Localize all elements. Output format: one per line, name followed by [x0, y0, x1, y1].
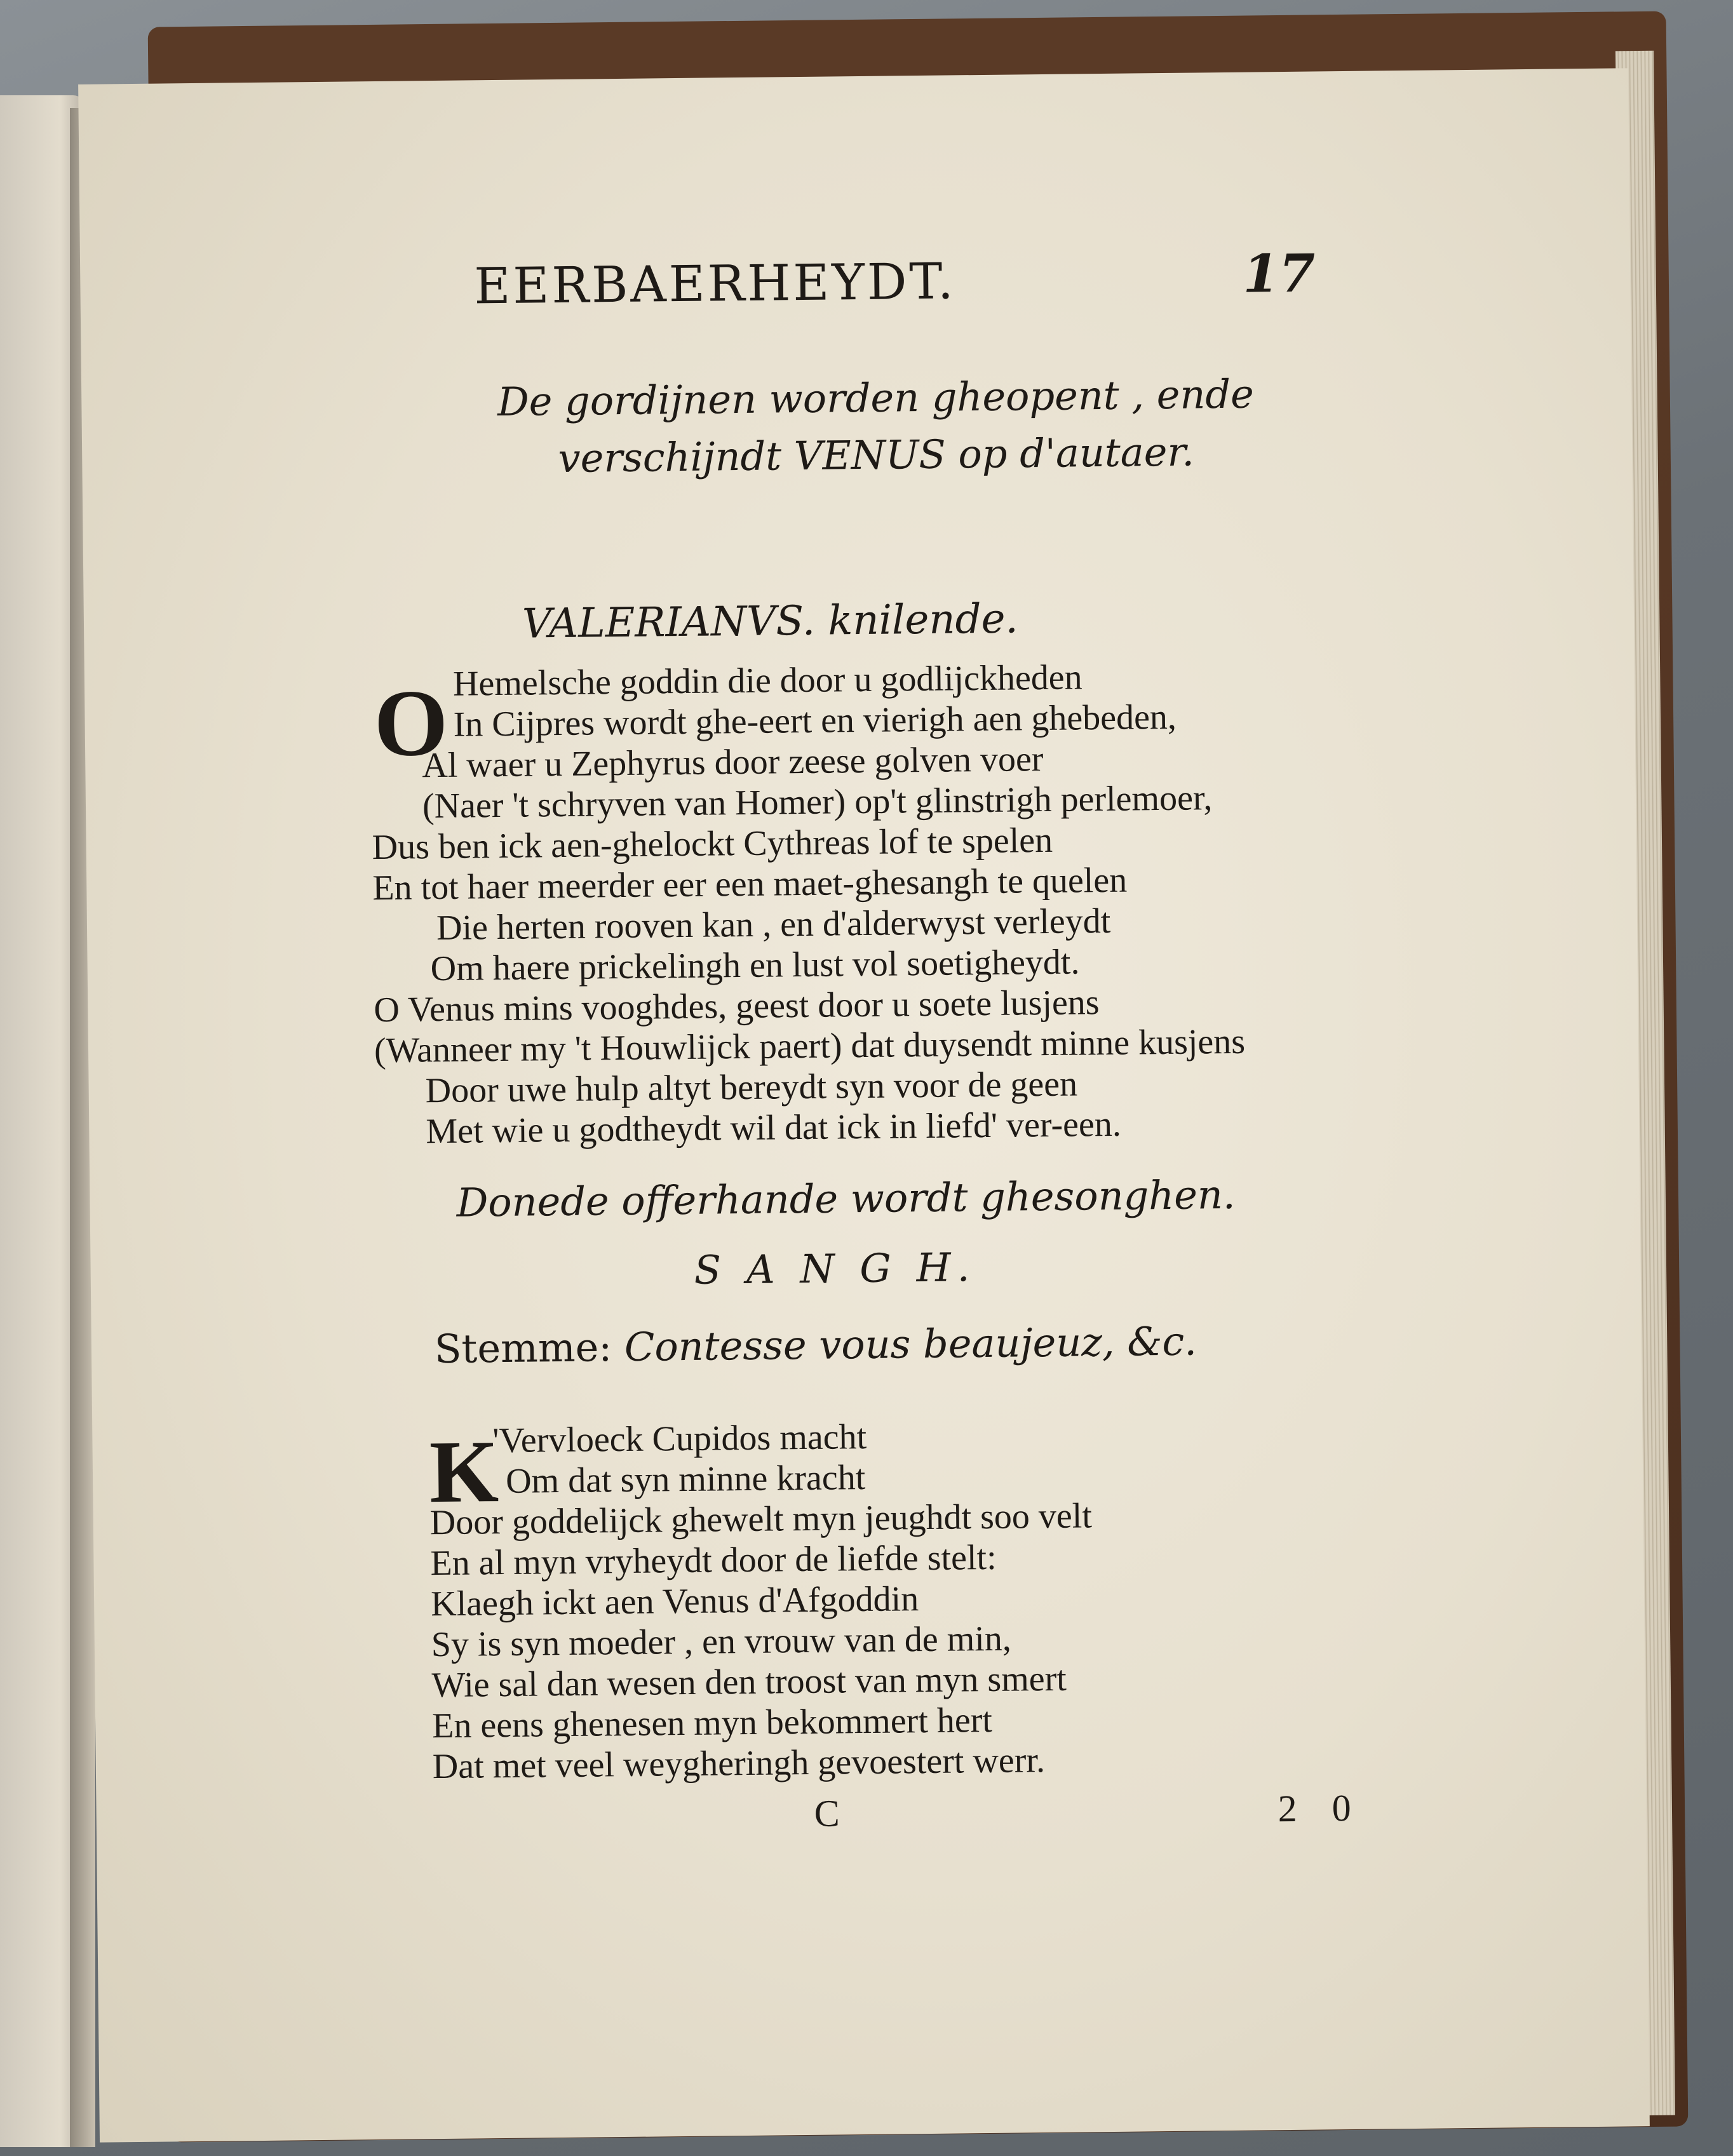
book-page: [78, 68, 1650, 2142]
page-content: [78, 68, 1650, 2142]
verse-line: 'Vervloeck Cupidos macht: [492, 1417, 867, 1461]
verse-line: O Venus mins vooghdes, geest door u soete lusjens: [374, 983, 1100, 1030]
verse-line: Die herten rooven kan , en d'alderwyst verleydt: [436, 901, 1111, 948]
tune-label: Stemme:: [434, 1324, 612, 1373]
page-number: 17: [1242, 243, 1316, 305]
drop-cap-o: O: [373, 670, 449, 777]
tune-indication: [435, 1318, 1197, 1373]
signature-mark: C: [814, 1792, 840, 1835]
tune-name: Contesse vous beaujeuz, &c.: [624, 1317, 1197, 1370]
song-title: S A N G H.: [694, 1244, 976, 1293]
verse-line: Dus ben ick aen-ghelockt Cythreas lof te spelen: [372, 820, 1053, 868]
verse-line: Om haere prickelingh en lust vol soetigheydt.: [430, 942, 1080, 989]
catchword: 2 0: [1278, 1786, 1364, 1830]
verse-line: En tot haer meerder eer een maet-ghesangh te quelen: [372, 860, 1128, 908]
drop-cap-k: K: [429, 1422, 499, 1522]
verse-line: Dat met veel weygheringh gevoestert werr.: [432, 1741, 1046, 1787]
verse-line: In Cijpres wordt ghe-eert en vierigh aen ghebeden,: [453, 697, 1177, 744]
verse-line: Met wie u godtheydt wil dat ick in liefd' ver-een.: [426, 1104, 1122, 1152]
verse-line: Door uwe hulp altyt bereydt syn voor de geen: [425, 1064, 1078, 1111]
running-head: EERBAERHEYDT.: [474, 253, 957, 316]
verse-line: (Naer 't schryven van Homer) op't glinstrigh perlemoer,: [422, 778, 1213, 826]
verse-line: Klaegh ickt aen Venus d'Afgoddin: [430, 1579, 919, 1624]
stage-direction-offering: Donede offerhande wordt ghesonghen.: [456, 1171, 1236, 1226]
speaker-heading: VALERIANVS. knilende.: [522, 595, 1019, 648]
verse-line: (Wanneer my 't Houwlijck paert) dat duysendt minne kusjens: [374, 1021, 1246, 1071]
verse-line: Wie sal dan wesen den troost van myn smert: [431, 1659, 1067, 1706]
verse-line: Al waer u Zephyrus door zeese golven voer: [422, 739, 1044, 786]
verse-line: Om dat syn minne kracht: [505, 1458, 866, 1501]
verse-line: Hemelsche goddin die door u godlijckheden: [452, 657, 1082, 704]
verse-line: En eens ghenesen myn bekommert hert: [431, 1700, 993, 1746]
stage-direction-line-1: De gordijnen worden gheopent , ende: [497, 370, 1255, 425]
verse-line: Sy is syn moeder , en vrouw van de min,: [431, 1619, 1012, 1665]
verse-line: En al myn vryheydt door de liefde stelt:: [430, 1537, 997, 1584]
stage-direction-line-2: verschijndt VENUS op d'autaer.: [558, 428, 1195, 482]
verse-line: Door goddelijck ghewelt myn jeughdt soo velt: [429, 1496, 1093, 1543]
